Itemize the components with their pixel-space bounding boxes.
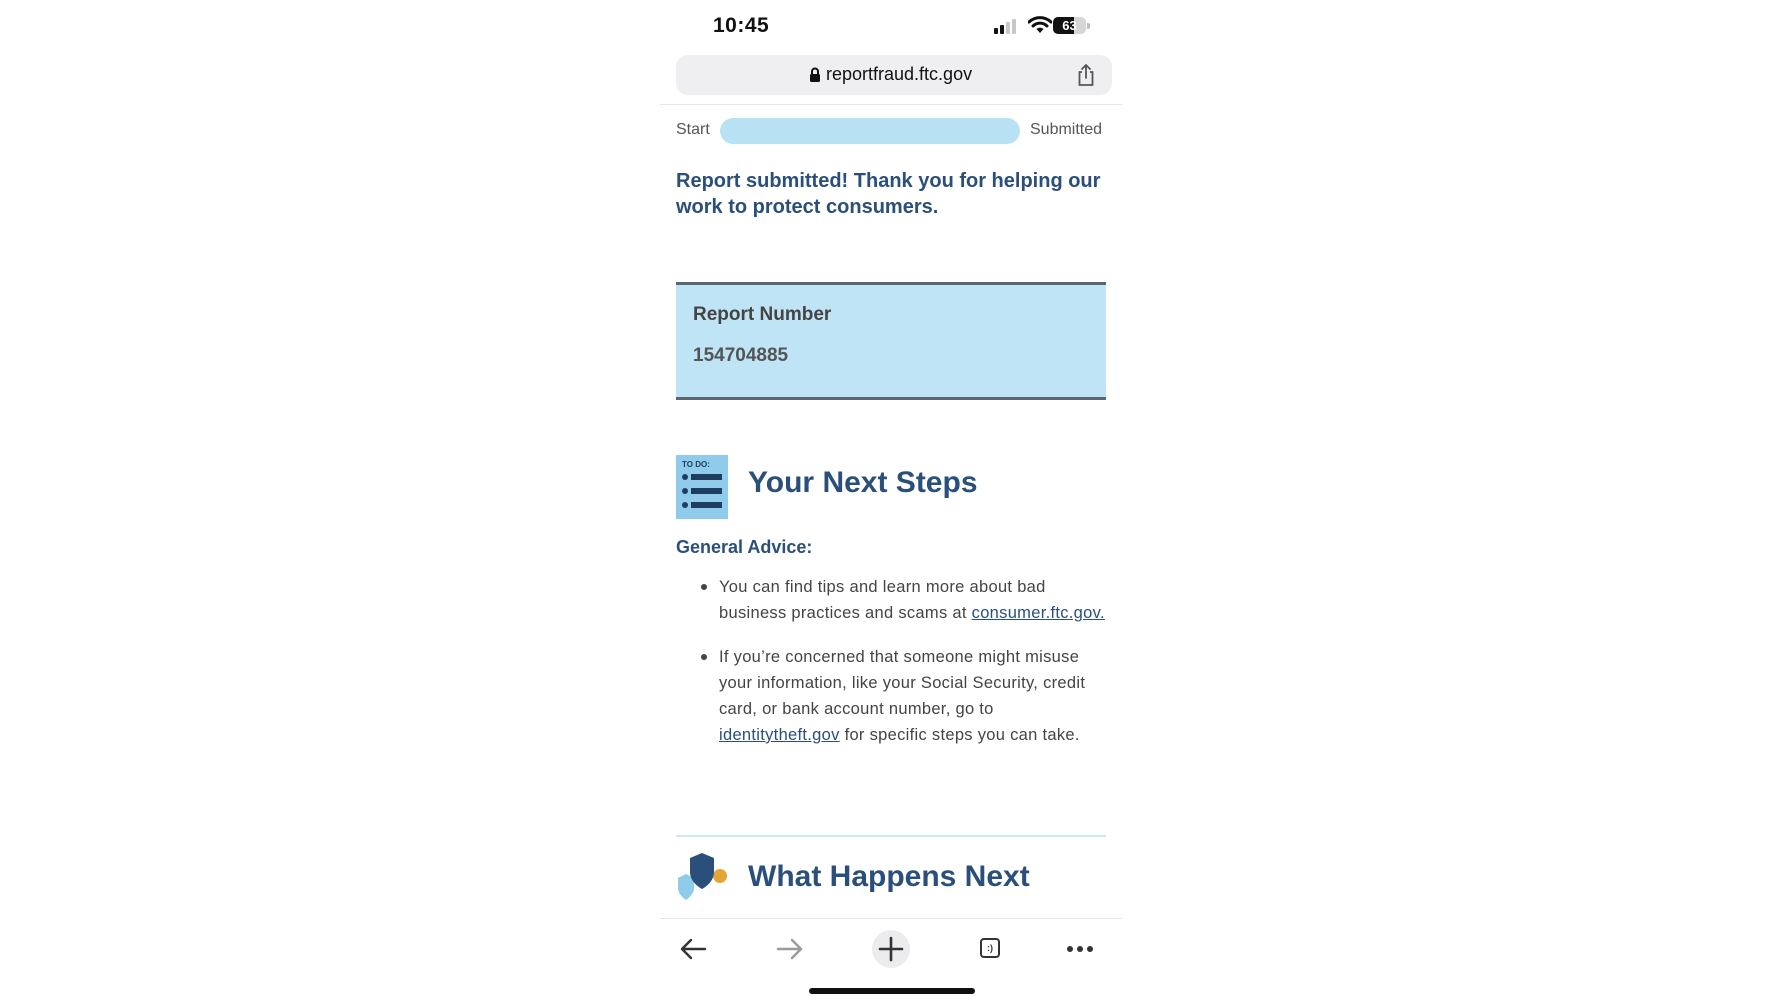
advice-list (676, 574, 1106, 766)
section-divider (676, 835, 1106, 837)
advice-text: If you’re concerned that someone might misuse your information, like your Social Security, credit card, or bank account number, go to (719, 648, 1086, 718)
next-steps-heading: Your Next Steps (748, 466, 978, 499)
bullet-dot (701, 584, 707, 590)
home-indicator (809, 988, 975, 994)
url-text: reportfraud.ftc.gov (826, 64, 973, 84)
new-tab-plus-icon[interactable] (871, 929, 911, 969)
forward-arrow-icon[interactable] (770, 929, 810, 969)
confirmation-message: Report submitted! Thank you for helping our work to protect consumers. (676, 170, 1101, 218)
bullet-dot (701, 654, 707, 660)
advice-text: You can find tips and learn more about bad business practices and scams at (719, 578, 1046, 622)
browser-toolbar (660, 918, 1122, 979)
progress-end-label: Submitted (1030, 121, 1103, 138)
identitytheft-link[interactable]: identitytheft.gov (719, 726, 840, 744)
share-icon[interactable] (1076, 63, 1096, 87)
phone-screen (660, 0, 1122, 1000)
progress-fill (720, 118, 1020, 144)
report-number-label: Report Number (693, 304, 832, 325)
battery-tip (1087, 23, 1090, 29)
battery-icon (1053, 17, 1086, 34)
todo-icon-text: TO DO: (682, 460, 710, 469)
progress-start-label: Start (676, 121, 710, 138)
consumer-ftc-link[interactable]: consumer.ftc.gov. (971, 604, 1105, 622)
list-item (676, 644, 1106, 748)
progress-bar (720, 118, 1020, 144)
header-divider (660, 104, 1122, 105)
status-time: 10:45 (713, 14, 770, 37)
advice-text: for specific steps you can take. (839, 726, 1080, 744)
more-menu-icon[interactable] (1060, 929, 1100, 969)
cellular-signal-icon (994, 18, 1020, 34)
report-number-value: 154704885 (693, 345, 789, 366)
list-item (676, 574, 1106, 626)
tabs-button[interactable] (971, 929, 1011, 969)
what-happens-next-heading: What Happens Next (748, 860, 1030, 893)
general-advice-heading: General Advice: (676, 537, 813, 557)
tabs-icon-glyph: :) (987, 943, 993, 953)
todo-list-icon (676, 455, 728, 519)
report-number-box (676, 282, 1106, 400)
back-arrow-icon[interactable] (673, 929, 713, 969)
lock-icon (809, 67, 821, 83)
shield-icon (676, 852, 730, 902)
wifi-icon (1028, 16, 1052, 34)
address-bar[interactable] (676, 55, 1112, 95)
battery-percent: 63 (1062, 18, 1077, 33)
